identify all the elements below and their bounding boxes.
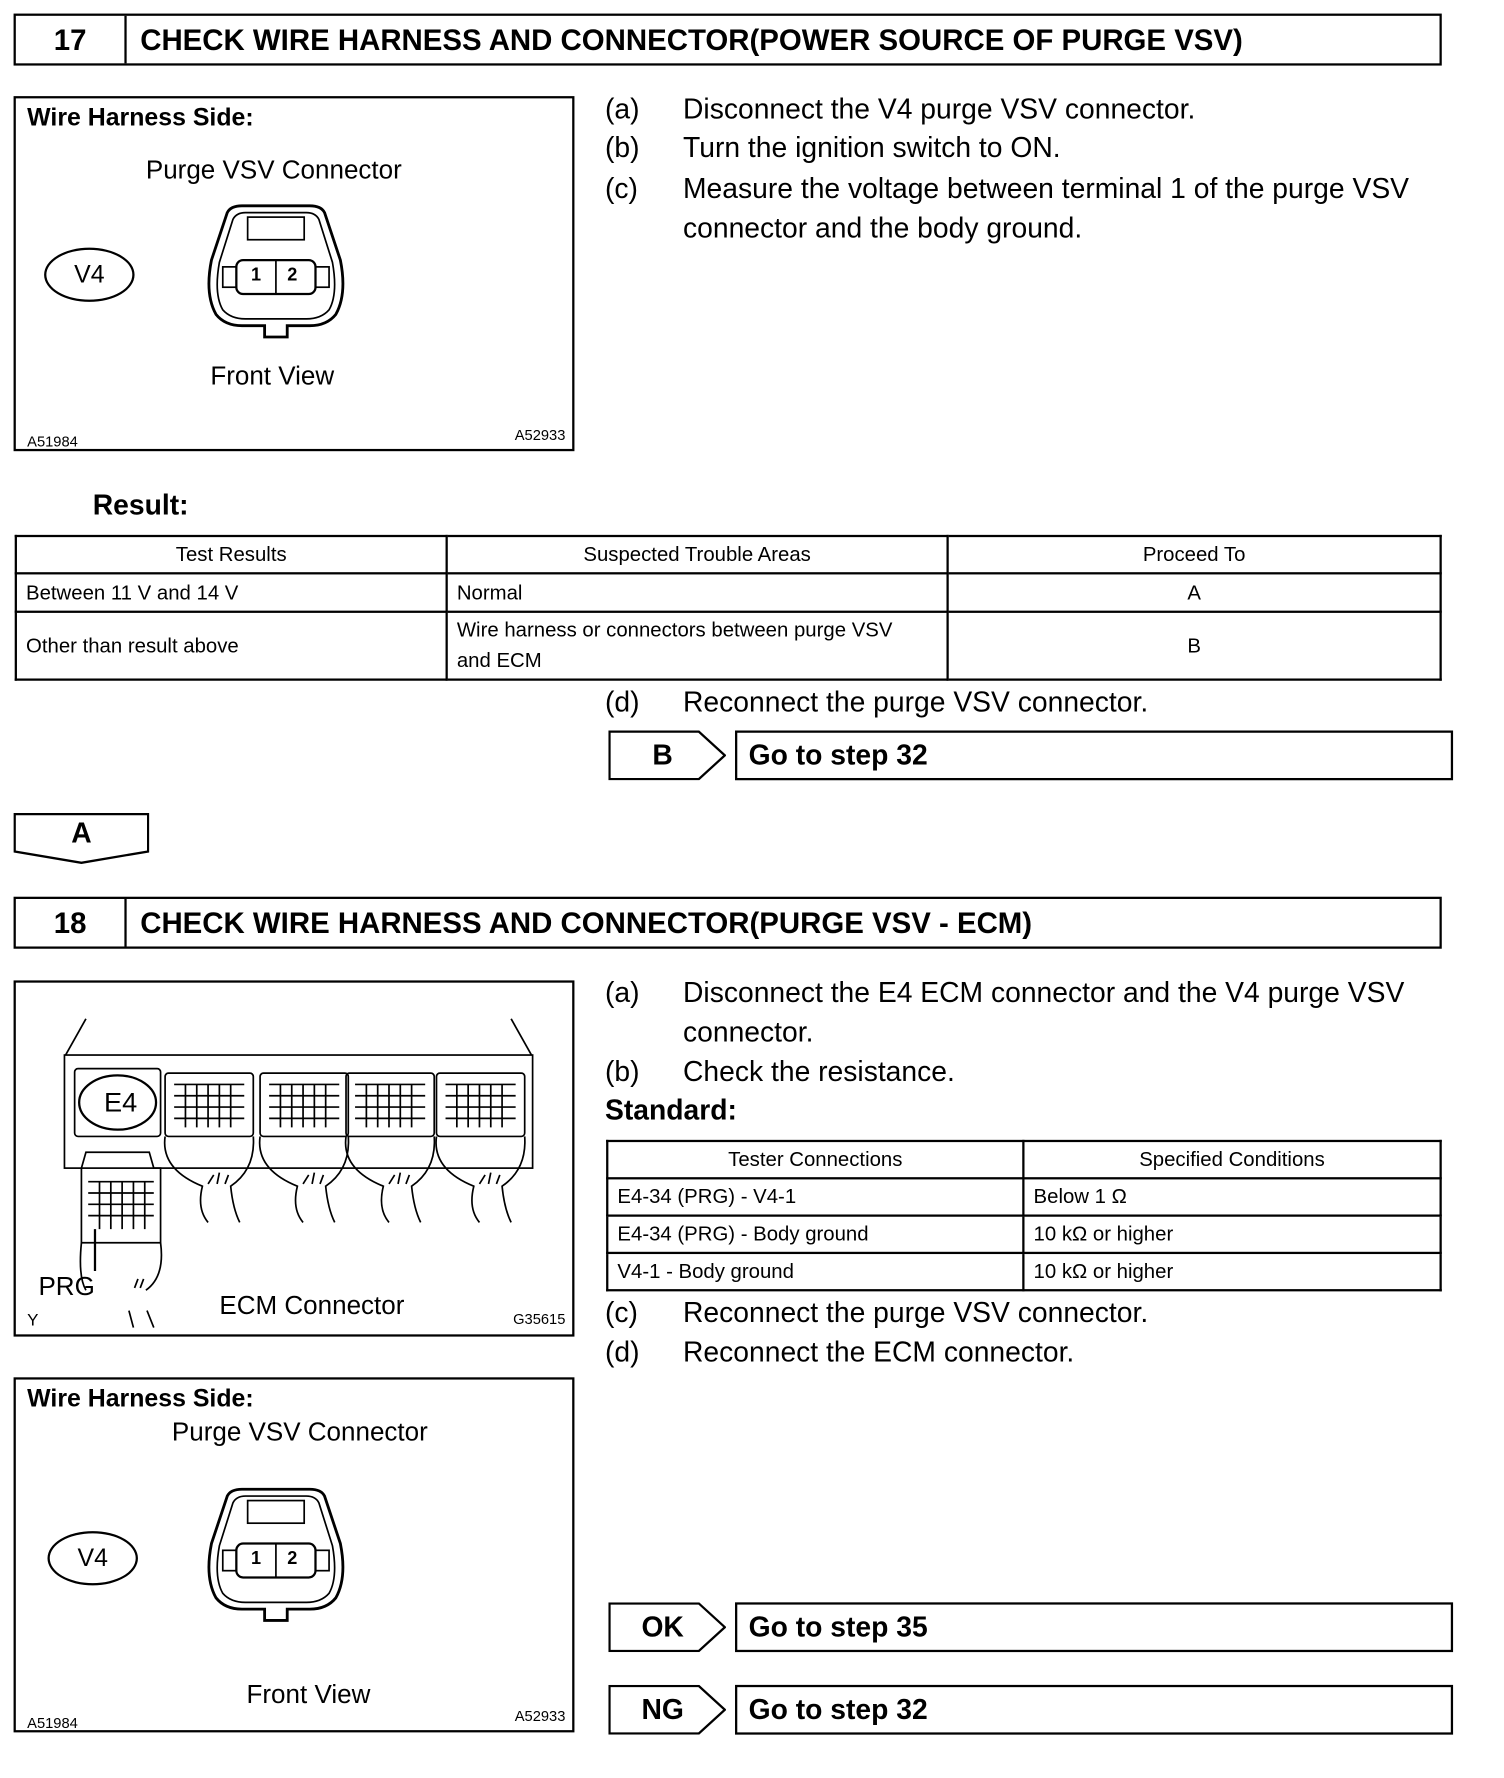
cell: Normal <box>447 573 948 611</box>
table-row <box>607 1216 1440 1253</box>
branch-ok-button[interactable]: OK <box>608 1602 726 1652</box>
table-header-row <box>607 1141 1440 1178</box>
cell: Below 1 Ω <box>1023 1178 1440 1215</box>
cell: Wire harness or connectors between purge VSV and ECM <box>447 612 948 680</box>
cell: 10 kΩ or higher <box>1023 1253 1440 1290</box>
table-row <box>16 612 1441 680</box>
step-number: 18 <box>16 899 127 946</box>
ecm-connector-code: E4 <box>104 1087 138 1119</box>
go-to-step-32-link[interactable]: Go to step 32 <box>735 730 1453 780</box>
connector-code-badge: V4 <box>47 1531 137 1585</box>
step-title: CHECK WIRE HARNESS AND CONNECTOR(PURGE VSV - ECM) <box>140 905 1033 940</box>
column-header: Specified Conditions <box>1023 1141 1440 1178</box>
ecm-connector-label: ECM Connector <box>219 1290 405 1320</box>
figure-code-left: A51984 <box>27 1714 78 1732</box>
figure-heading: Wire Harness Side: <box>27 102 254 132</box>
ecm-connector-figure <box>14 980 575 1336</box>
figure-code-right: A52933 <box>514 426 566 444</box>
repair-manual-page: 17 CHECK WIRE HARNESS AND CONNECTOR(POWER SOURCE OF PURGE VSV) Wire Harness Side: Purge VSV Connector V4 1 2 Front View A51984 A52933 (a) Disconnect the V4 purge VSV connector. (b) Turn the ignition switch to ON. (c) Measure the voltage between terminal 1 of the purge VSV connector and the body ground. Result: Test Results Suspected Trouble Areas Proceed To Between 11 V and 14 V Normal A Other than result above Wire harness or connectors between purge VSV and ECM B (d) Reconnect the purge VSV connector. B Go to step 32 A 18 CHECK WIRE HARNESS AND CONNECTOR(PURGE VSV - ECM) E4 PRG ECM Connector Y G35615 Wire Harness Side: Purge VSV Connector V4 1 2 Front View A51984 A52933 (a) Disconnect the E4 ECM connector and the V4 purge VSV connector. (b) Check the resistance. Standard: Tester Connections Specified Conditions E4-34 (PRG) - V4-1 Below 1 Ω E4-34 (PRG) - Body ground 10 kΩ or higher V4-1 - Body ground 10 kΩ or higher (c) Reconnect the purge VSV connector. (d) Reconnect the ECM connector. OK Go to step 35 NG Go to step 32 <box>0 0 1504 1778</box>
branch-ng-button[interactable]: NG <box>608 1685 726 1735</box>
step-number: 17 <box>16 16 127 63</box>
go-to-step-32-link[interactable]: Go to step 32 <box>735 1685 1453 1735</box>
view-label: Front View <box>246 1679 371 1709</box>
go-to-step-35-link[interactable]: Go to step 35 <box>735 1602 1453 1652</box>
pin-1: 1 <box>251 265 262 285</box>
cell: V4-1 - Body ground <box>607 1253 1023 1290</box>
cell: Other than result above <box>16 612 447 680</box>
cell: 10 kΩ or higher <box>1023 1216 1440 1253</box>
connector-front-view-icon <box>202 1487 349 1625</box>
cell: E4-34 (PRG) - Body ground <box>607 1216 1023 1253</box>
branch-b-button[interactable]: B <box>608 730 726 780</box>
table-row <box>607 1178 1440 1215</box>
table-row <box>607 1253 1440 1290</box>
table-header-row <box>16 536 1441 573</box>
figure-heading: Wire Harness Side: <box>27 1384 254 1413</box>
result-table <box>15 535 1442 681</box>
connector-code-badge: V4 <box>44 248 134 302</box>
cell: Between 11 V and 14 V <box>16 573 447 611</box>
column-header: Suspected Trouble Areas <box>447 536 948 573</box>
figure-code: G35615 <box>513 1310 566 1328</box>
table-row <box>16 573 1441 611</box>
ecm-unit-icon <box>16 983 572 1335</box>
pin-2: 2 <box>287 1549 298 1569</box>
pin-2: 2 <box>287 265 298 285</box>
branch-a-tab[interactable]: A <box>14 813 150 865</box>
step-title: CHECK WIRE HARNESS AND CONNECTOR(POWER SOURCE OF PURGE VSV) <box>140 22 1243 56</box>
figure-code-right: A52933 <box>514 1707 566 1725</box>
cell: A <box>948 573 1441 611</box>
column-header: Test Results <box>16 536 447 573</box>
column-header: Tester Connections <box>607 1141 1023 1178</box>
column-header: Proceed To <box>948 536 1441 573</box>
vsv-connector-figure <box>14 96 575 451</box>
prg-terminal-label: PRG <box>38 1271 95 1301</box>
figure-corner-mark: Y <box>27 1310 39 1330</box>
pin-1: 1 <box>251 1549 262 1569</box>
connector-label: Purge VSV Connector <box>171 1416 428 1447</box>
standard-label: Standard: <box>604 1094 737 1127</box>
result-label: Result: <box>92 489 189 522</box>
cell: B <box>948 612 1441 680</box>
connector-front-view-icon <box>202 204 349 342</box>
step-18-header <box>14 897 1442 949</box>
vsv-connector-figure-2 <box>14 1377 575 1732</box>
view-label: Front View <box>210 360 335 391</box>
cell: E4-34 (PRG) - V4-1 <box>607 1178 1023 1215</box>
figure-code-left: A51984 <box>27 433 78 451</box>
step-17-header <box>14 14 1442 66</box>
standard-table <box>606 1140 1442 1292</box>
connector-label: Purge VSV Connector <box>145 154 402 185</box>
